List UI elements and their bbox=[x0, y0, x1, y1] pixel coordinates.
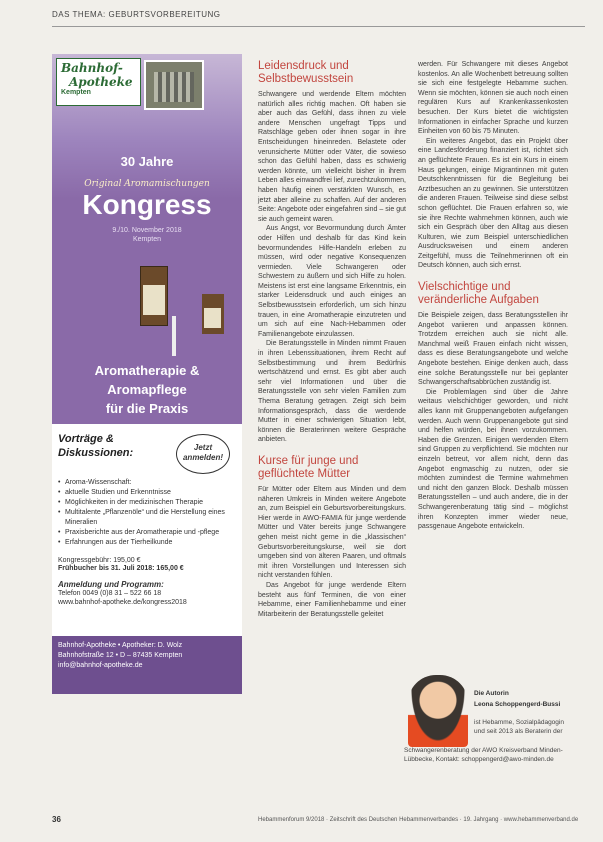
author-title: Die Autorin bbox=[474, 690, 509, 697]
section-header: DAS THEMA: GEBURTSVORBEREITUNG bbox=[52, 10, 221, 19]
ad-aroma-title bbox=[52, 361, 242, 418]
ad-original: Original Aromamischungen bbox=[84, 179, 210, 189]
ad-logo bbox=[56, 58, 141, 106]
advertisement[interactable] bbox=[52, 54, 242, 694]
ad-footer bbox=[52, 636, 242, 694]
building-image bbox=[144, 60, 204, 110]
ad-vortraege bbox=[58, 432, 148, 460]
ad-registration-title: Anmeldung und Programm: bbox=[58, 580, 164, 589]
paragraph: Das Angebot für junge werdende Eltern besteht aus fünf Terminen, die von einer Hebamme, einer Familienhebamme und einer Mitarbeiterin der Beratungsstelle geleitet bbox=[258, 581, 406, 618]
subheading: Vielschichtige und veränderliche Aufgaben bbox=[418, 281, 539, 307]
paragraph: Für Mütter oder Eltern aus Minden und dem näheren Umkreis in Minden weitere Angebote an, zum Beispiel ein Geburtsvorbereitungskurs. Hier werde in AWO-FAMIA für junge werdende Mütter und Väter bereits junge Schwangere gehen meist nicht gerne in die „klassischen“ Geburtsvorbereitungskurse, weil sie dort umgeben sind von älteren Paaren, und oftmals mit ihren Vorstellungen und Interessen sich nicht verstanden fühlen. bbox=[258, 485, 406, 580]
paragraph: Aus Angst, vor Bevormundung durch Ämter oder Hilfen und deshalb für das Kind kein bevormundendes Hilfe-Handeln erleben zu müssen, wird oder negative Konsequenzen vermieden. Viele Schwangeren oder Schwestern zu äußern und sich Hilfe zu holen. Meistens ist erst eine langsame Erkenntnis, ein starker Leidensdruck und auch einiges an Selbstbewusstsein erforderlich, um sich hinzu trauen, in eine Aromatherapie einzutreten und um sich auf eine Nach-Hebammen oder Familienangebote einzulassen. bbox=[258, 225, 406, 338]
ad-date: 9./10. November 2018 bbox=[112, 227, 182, 234]
paragraph: Die Problemlagen sind über die Jahre weitaus vielschichtiger geworden, und nicht alles kann mit Gruppenangeboten aufgefangen werden. Auch wenn Gruppenangebote gut sind und helfen würden, bei ihnen vorzukommen. Haben die Grenzen. Einigen werdenden Eltern sind Gruppen zu verpflichtend. Sie möchten nur einzeln betreut, vor allem nicht, denn das Angebot engmaschig zu nutzen, oder sie möchten zumindest die Termine wahrnehmen und nicht den ganzen Block. Deshalb müssen Beratungsstellen – und auch andere, die in der Schwangerenberatung tätig sind – möglichst ihren Konzepten immer wieder neue, passgenaue Angebote entwickeln. bbox=[418, 388, 568, 531]
ad-vortraege-line1: Vorträge & bbox=[58, 433, 114, 445]
subheading: Leidensdruck und Selbstbewusstsein bbox=[258, 60, 354, 85]
author-bio: ist Hebamme, Sozialpädagogin und seit 2013 als Beraterin der bbox=[474, 719, 564, 736]
list-item: • Multitalente „Pflanzenöle“ und die Herstellung eines Mineralien bbox=[58, 508, 236, 528]
subheading: Kurse für junge und geflüchtete Mütter bbox=[258, 454, 359, 480]
ad-city: Kempten bbox=[132, 236, 162, 243]
ad-logo-line2: Apotheke bbox=[69, 75, 133, 89]
list-item: • Möglichkeiten in der medizinischen Therapie bbox=[58, 498, 236, 508]
footer-text: Hebammenforum 9/2018 · Zeitschrift des Deutschen Hebammenverbandes · 19. Jahrgang · www.hebammenverband.de bbox=[258, 817, 579, 823]
ad-aroma-line1: Aromatherapie & bbox=[94, 363, 200, 378]
author-name: Leona Schoppengerd-Bussi bbox=[474, 701, 561, 708]
ad-topic-list bbox=[58, 478, 236, 548]
register-badge[interactable] bbox=[176, 434, 230, 474]
list-item: • Praxisberichte aus der Aromatherapie und -pflege bbox=[58, 528, 236, 538]
list-item: • Erfahrungen aus der Tierheilkunde bbox=[58, 538, 236, 548]
page-number: 36 bbox=[52, 815, 61, 824]
ad-early-fee: Frühbucher bis 31. Juli 2018: 165,00 € bbox=[58, 565, 184, 572]
ad-email-link[interactable]: info@bahnhof-apotheke.de bbox=[58, 662, 143, 669]
paragraph: Schwangere und werdende Eltern möchten natürlich alles richtig machen. Oft haben sie aber auch das Gefühl, dass ihnen zu viele andere Menschen ungefragt Tipps und Ratschläge geben oder ihnen sogar in ihre Entscheidungen hineinreden. Belastete oder verunsicherte Mütter oder Väter, die sowieso schon das Gefühl haben, dass es schwierig werden könnte, um vielleicht bisher in ihrem Leben alles einwandfrei lief, zurechtzukommen, haben häufig einen verstärkten Wunsch, es jetzt aber alleine zu schaffen. Auf der anderen Seite: Angebote oder eingefahren sind – sie gut sie auch gemeint waren. bbox=[258, 91, 406, 223]
paragraph: Ein weiteres Angebot, das ein Projekt über eine Landesförderung finanziert ist, richtet sich an geflüchtete Frauen. Es ist ein Kurs in einem Haus gelungen, einige Migrantinnen mit guten Deutschkenntnissen für die Begleitung bei Arztbesuchen an zu gewinnen. Sie unterstützen die anderen Frauen. Teilweise sind diese selbst schon geflüchtet. Die Frauen erfahren so, wie sie ihre Rechte wahrnehmen können, auch wie sich ein Gespräch über den Alltag aus diesen Kulturen, wie zum Beispiel unterschiedlichen Ausdrucksweisen und einem anderen Zeitgefühl, muss die Teilnehmerinnen oft ein Deutsch können, auch sich ernst. bbox=[418, 137, 568, 270]
article-column-1 bbox=[258, 60, 406, 619]
header-rule bbox=[52, 26, 585, 27]
list-item: • Aroma-Wissenschaft: bbox=[58, 478, 236, 488]
ad-foot-line1: Bahnhof-Apotheke • Apotheker: D. Wolz bbox=[58, 642, 183, 649]
ad-fee: Kongressgebühr: 195,00 € bbox=[58, 557, 141, 564]
ad-anniversary: 30 Jahre bbox=[120, 154, 174, 169]
ad-logo-line1: Bahnhof- bbox=[61, 61, 123, 75]
ad-website-link[interactable]: www.bahnhof-apotheke.de/kongress2018 bbox=[58, 599, 187, 606]
bottle-image bbox=[140, 266, 168, 326]
ad-kongress: Kongress bbox=[82, 189, 212, 220]
badge-line2: anmelden! bbox=[182, 453, 223, 462]
ad-foot-line2: Bahnhofstraße 12 • D – 87435 Kempten bbox=[58, 652, 183, 659]
article-column-2 bbox=[418, 60, 568, 532]
author-photo bbox=[408, 675, 468, 747]
ad-vortraege-line2: Diskussionen: bbox=[58, 447, 134, 459]
ad-aroma-line2: Aromapflege bbox=[107, 382, 187, 397]
ad-phone[interactable]: Telefon 0049 (0)8 31 – 522 66 18 bbox=[58, 590, 162, 597]
paragraph: Die Beratungsstelle in Minden nimmt Frauen in ihren Lebenssituationen, ihrem Recht auf Selbstbestimmung und ihrem Bedürfnis wertschätzend und ernst. Es gibt aber auch sehr viel Informationen und über die Beratungsstelle von sehr vielen Familien zum Thema Beratung getragen. Zeigt sich beim Informationsgespräch, dass die werdende Mutter in einer schwierigen Situation lebt, können die Beraterinnen weitere Gespräche anbieten. bbox=[258, 340, 406, 444]
author-bio-contact: Schwangerenberatung der AWO Kreisverband Minden-Lübbecke, Kontakt: schoppengerd@awo-minden.de bbox=[404, 747, 563, 764]
dropper-image bbox=[172, 316, 176, 356]
ad-logo-line3: Kempten bbox=[61, 89, 91, 96]
paragraph: werden. Für Schwangere mit dieses Angebot kostenlos. An alle Wochenbett betreuung sollten sie sich eine festgelegte Hebamme suchen. Wenn sie möchten, können sie auch noch einen regulären Kurs auf Krankenkassenkosten besuchen. Der Kurs bietet die wichtigsten Informationen in einfacher Sprache und kurzen Einheiten von 60 bis 75 Minuten. bbox=[418, 61, 568, 136]
list-item: • aktuelle Studien und Erkenntnisse bbox=[58, 488, 236, 498]
badge-line1: Jetzt bbox=[193, 443, 213, 452]
ad-aroma-line3: für die Praxis bbox=[105, 401, 189, 416]
bottle-image-small bbox=[202, 294, 224, 334]
paragraph: Die Beispiele zeigen, dass Beratungsstellen ihr Angebot variieren und anpassen können. Trotzdem erreichen auch sie nicht alle. Manchmal weiß Frauen einfach nicht wissen, dass es diese Beratungsangebote und welche Angebote bestehen. Einige denken auch, dass eine solche Beratungsstelle nur bei geplanter Schwangerschaftsabbrüchen zuständig ist. bbox=[418, 312, 568, 387]
